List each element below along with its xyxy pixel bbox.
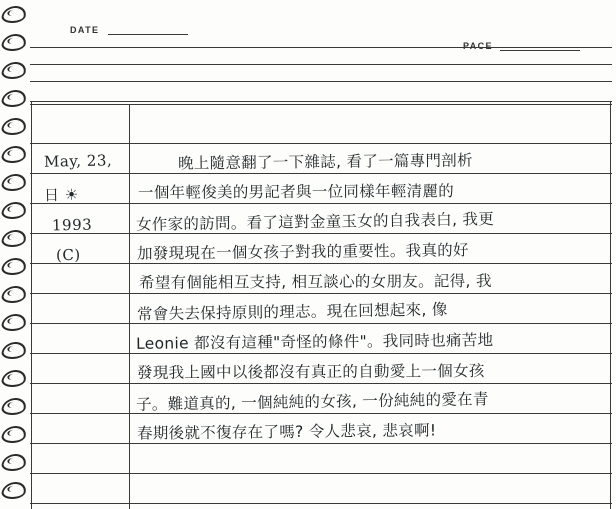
entry-body-line: 晚上隨意翻了一下雜誌, 看了一篇專門剖析	[177, 151, 473, 173]
entry-body-line: Leonie 都沒有這種"奇怪的條件"。我同時也痛苦地	[135, 331, 494, 353]
margin-line-date-column	[129, 104, 130, 509]
rule-line	[30, 503, 612, 504]
spiral-ring-icon	[0, 370, 28, 387]
rule-line-heavy	[30, 104, 612, 105]
rule-line	[30, 323, 612, 324]
spiral-ring-icon	[0, 314, 28, 331]
entry-body-line: 加發現現在一個女孩子對我的重要性。我真的好	[136, 241, 469, 263]
spiral-ring-icon	[0, 426, 28, 443]
rule-line	[30, 263, 612, 264]
entry-date-line: 1993	[51, 215, 93, 235]
rule-line	[30, 473, 612, 474]
pace-label: PACE	[463, 41, 493, 51]
entry-body-line: 希望有個能相互支持, 相互談心的女朋友。記得, 我	[138, 272, 492, 292]
entry-body-line: 一個年輕俊美的男記者與一位同樣年輕清麗的	[137, 182, 455, 202]
spiral-binding	[0, 0, 30, 509]
margin-line-right	[610, 101, 611, 509]
entry-date-line: 日 ☀	[43, 185, 79, 205]
rule-line	[30, 443, 612, 444]
spiral-ring-icon	[0, 398, 28, 415]
spiral-ring-icon	[0, 6, 28, 23]
entry-body-line: 發現我上國中以後都沒有真正的自動愛上一個女孩	[136, 362, 485, 382]
rule-line	[30, 173, 612, 174]
entry-date-line: May, 23,	[43, 151, 113, 171]
rule-line	[30, 47, 612, 48]
spiral-ring-icon	[0, 202, 28, 219]
spiral-ring-icon	[0, 286, 28, 303]
rule-line	[30, 293, 612, 294]
entry-date-line: (C)	[55, 245, 81, 265]
entry-body-line: 春期後就不復存在了嗎? 令人悲哀, 悲哀啊!	[136, 421, 437, 443]
entry-body-line: 子。難道真的, 一個純純的女孩, 一份純純的愛在青	[135, 390, 489, 414]
rule-line-heavy	[30, 101, 612, 102]
spiral-ring-icon	[0, 118, 28, 135]
spiral-ring-icon	[0, 454, 28, 471]
spiral-ring-icon	[0, 482, 28, 499]
rule-line	[30, 64, 612, 65]
spiral-ring-icon	[0, 230, 28, 247]
entry-body-line: 常會失去保持原則的理志。現在回想起來, 像	[136, 300, 448, 324]
margin-line-left	[31, 101, 32, 509]
spiral-ring-icon	[0, 34, 28, 51]
spiral-ring-icon	[0, 90, 28, 107]
spiral-ring-icon	[0, 342, 28, 359]
pace-field-line[interactable]	[500, 50, 580, 51]
rule-line	[30, 353, 612, 354]
rule-line	[30, 81, 612, 82]
rule-line	[30, 143, 612, 144]
spiral-ring-icon	[0, 174, 28, 191]
entry-body-line: 女作家的訪問。看了這對金童玉女的自我表白, 我更	[135, 210, 495, 234]
spiral-ring-icon	[0, 62, 28, 79]
date-label: DATE	[70, 25, 100, 35]
rule-line	[30, 203, 612, 204]
rule-line	[30, 413, 612, 414]
spiral-ring-icon	[0, 146, 28, 163]
spiral-ring-icon	[0, 258, 28, 275]
date-field-line[interactable]	[108, 34, 188, 35]
rule-line	[30, 233, 612, 234]
rule-line	[30, 383, 612, 384]
